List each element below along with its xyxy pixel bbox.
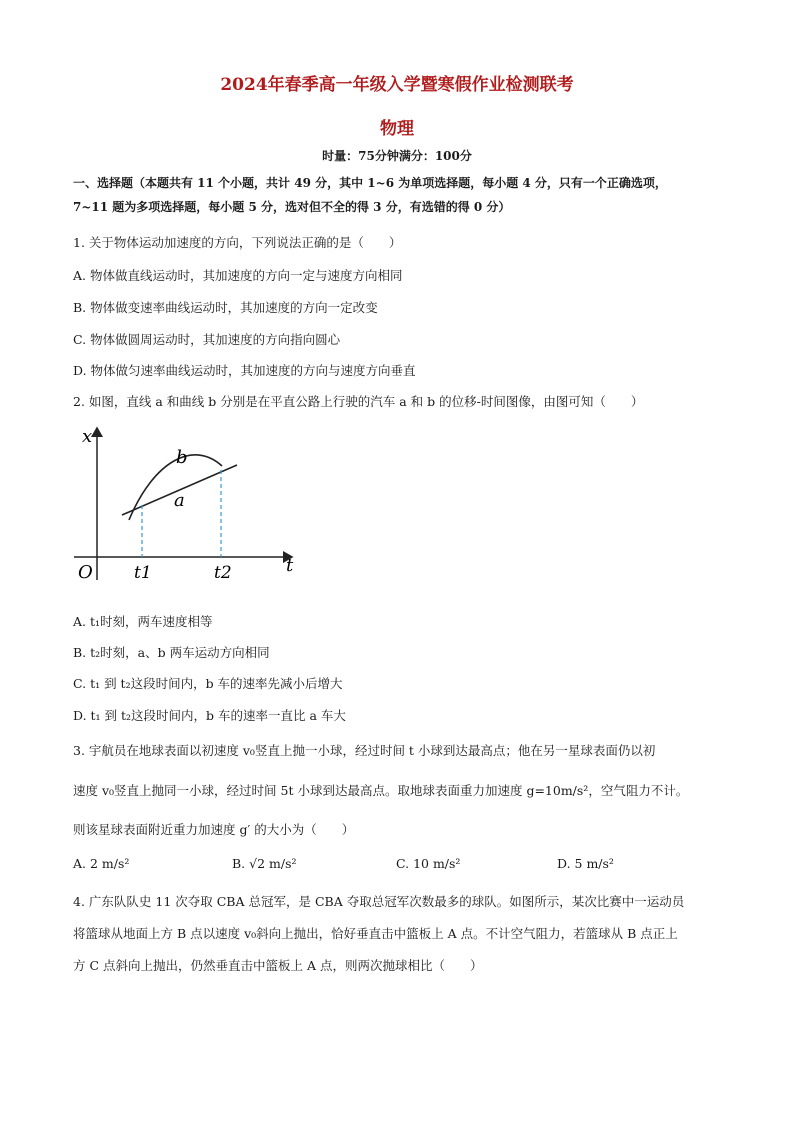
question-1-option-a: A. 物体做直线运动时，其加速度的方向一定与速度方向相同 bbox=[73, 268, 403, 283]
question-3-line3: 则该星球表面附近重力加速度 g′ 的大小为（ ） bbox=[73, 822, 355, 837]
question-3-option-c: C. 10 m/s² bbox=[396, 856, 461, 871]
exam-meta: 时量：75分钟满分：100分 bbox=[322, 149, 472, 163]
t1-label: t1 bbox=[134, 563, 152, 583]
question-2-option-a: A. t₁时刻，两车速度相等 bbox=[73, 614, 213, 629]
question-3-line1: 3. 宇航员在地球表面以初速度 v₀竖直上抛一小球，经过时间 t 小球到达最高点；他在另一星球表面仍以初 bbox=[73, 743, 656, 758]
question-3-line2: 速度 v₀竖直上抛同一小球，经过时间 5t 小球到达最高点。取地球表面重力加速度 g=10m/s²，空气阻力不计。 bbox=[73, 783, 689, 798]
question-3-option-d: D. 5 m/s² bbox=[557, 856, 614, 871]
curve-b-label: b bbox=[176, 447, 188, 468]
question-4-line2: 将篮球从地面上方 B 点以速度 v₀斜向上抛出，恰好垂直击中篮板上 A 点。不计空气阻力，若篮球从 B 点正上 bbox=[73, 926, 678, 941]
line-a-label: a bbox=[174, 490, 185, 511]
question-1-stem: 1. 关于物体运动加速度的方向，下列说法正确的是（ ） bbox=[73, 235, 402, 250]
question-2-option-d: D. t₁ 到 t₂这段时间内，b 车的速率一直比 a 车大 bbox=[73, 708, 346, 723]
question-4-line1: 4. 广东队队史 11 次夺取 CBA 总冠军，是 CBA 夺取总冠军次数最多的球队。如图所示，某次比赛中一运动员 bbox=[73, 894, 685, 909]
exam-subject: 物理 bbox=[380, 119, 414, 139]
question-2-option-b: B. t₂时刻，a、b 两车运动方向相同 bbox=[73, 645, 270, 660]
exam-title: 2024年春季高一年级入学暨寒假作业检测联考 bbox=[220, 75, 574, 95]
origin-label: O bbox=[78, 562, 93, 583]
question-1-option-c: C. 物体做圆周运动时，其加速度的方向指向圆心 bbox=[73, 332, 341, 347]
t2-label: t2 bbox=[214, 563, 232, 583]
t-axis-label: t bbox=[286, 555, 294, 576]
question-1-option-d: D. 物体做匀速率曲线运动时，其加速度的方向与速度方向垂直 bbox=[73, 363, 416, 378]
position-time-graph bbox=[74, 420, 304, 595]
question-2-stem: 2. 如图，直线 a 和曲线 b 分别是在平直公路上行驶的汽车 a 和 b 的位移-时间图像，由图可知（ ） bbox=[73, 394, 644, 409]
section-instructions-line2: 7~11 题为多项选择题，每小题 5 分，选对但不全的得 3 分，有选错的得 0 分） bbox=[73, 200, 511, 214]
question-4-line3: 方 C 点斜向上抛出，仍然垂直击中篮板上 A 点，则两次抛球相比（ ） bbox=[73, 958, 483, 973]
question-2-option-c: C. t₁ 到 t₂这段时间内，b 车的速率先减小后增大 bbox=[73, 676, 343, 691]
x-axis-label: x bbox=[82, 426, 93, 447]
question-1-option-b: B. 物体做变速率曲线运动时，其加速度的方向一定改变 bbox=[73, 300, 378, 315]
section-instructions-line1: 一、选择题（本题共有 11 个小题，共计 49 分，其中 1~6 为单项选择题，每小题 4 分，只有一个正确选项， bbox=[73, 176, 667, 190]
question-3-option-b: B. √2 m/s² bbox=[232, 856, 297, 871]
question-3-option-a: A. 2 m/s² bbox=[73, 856, 130, 871]
